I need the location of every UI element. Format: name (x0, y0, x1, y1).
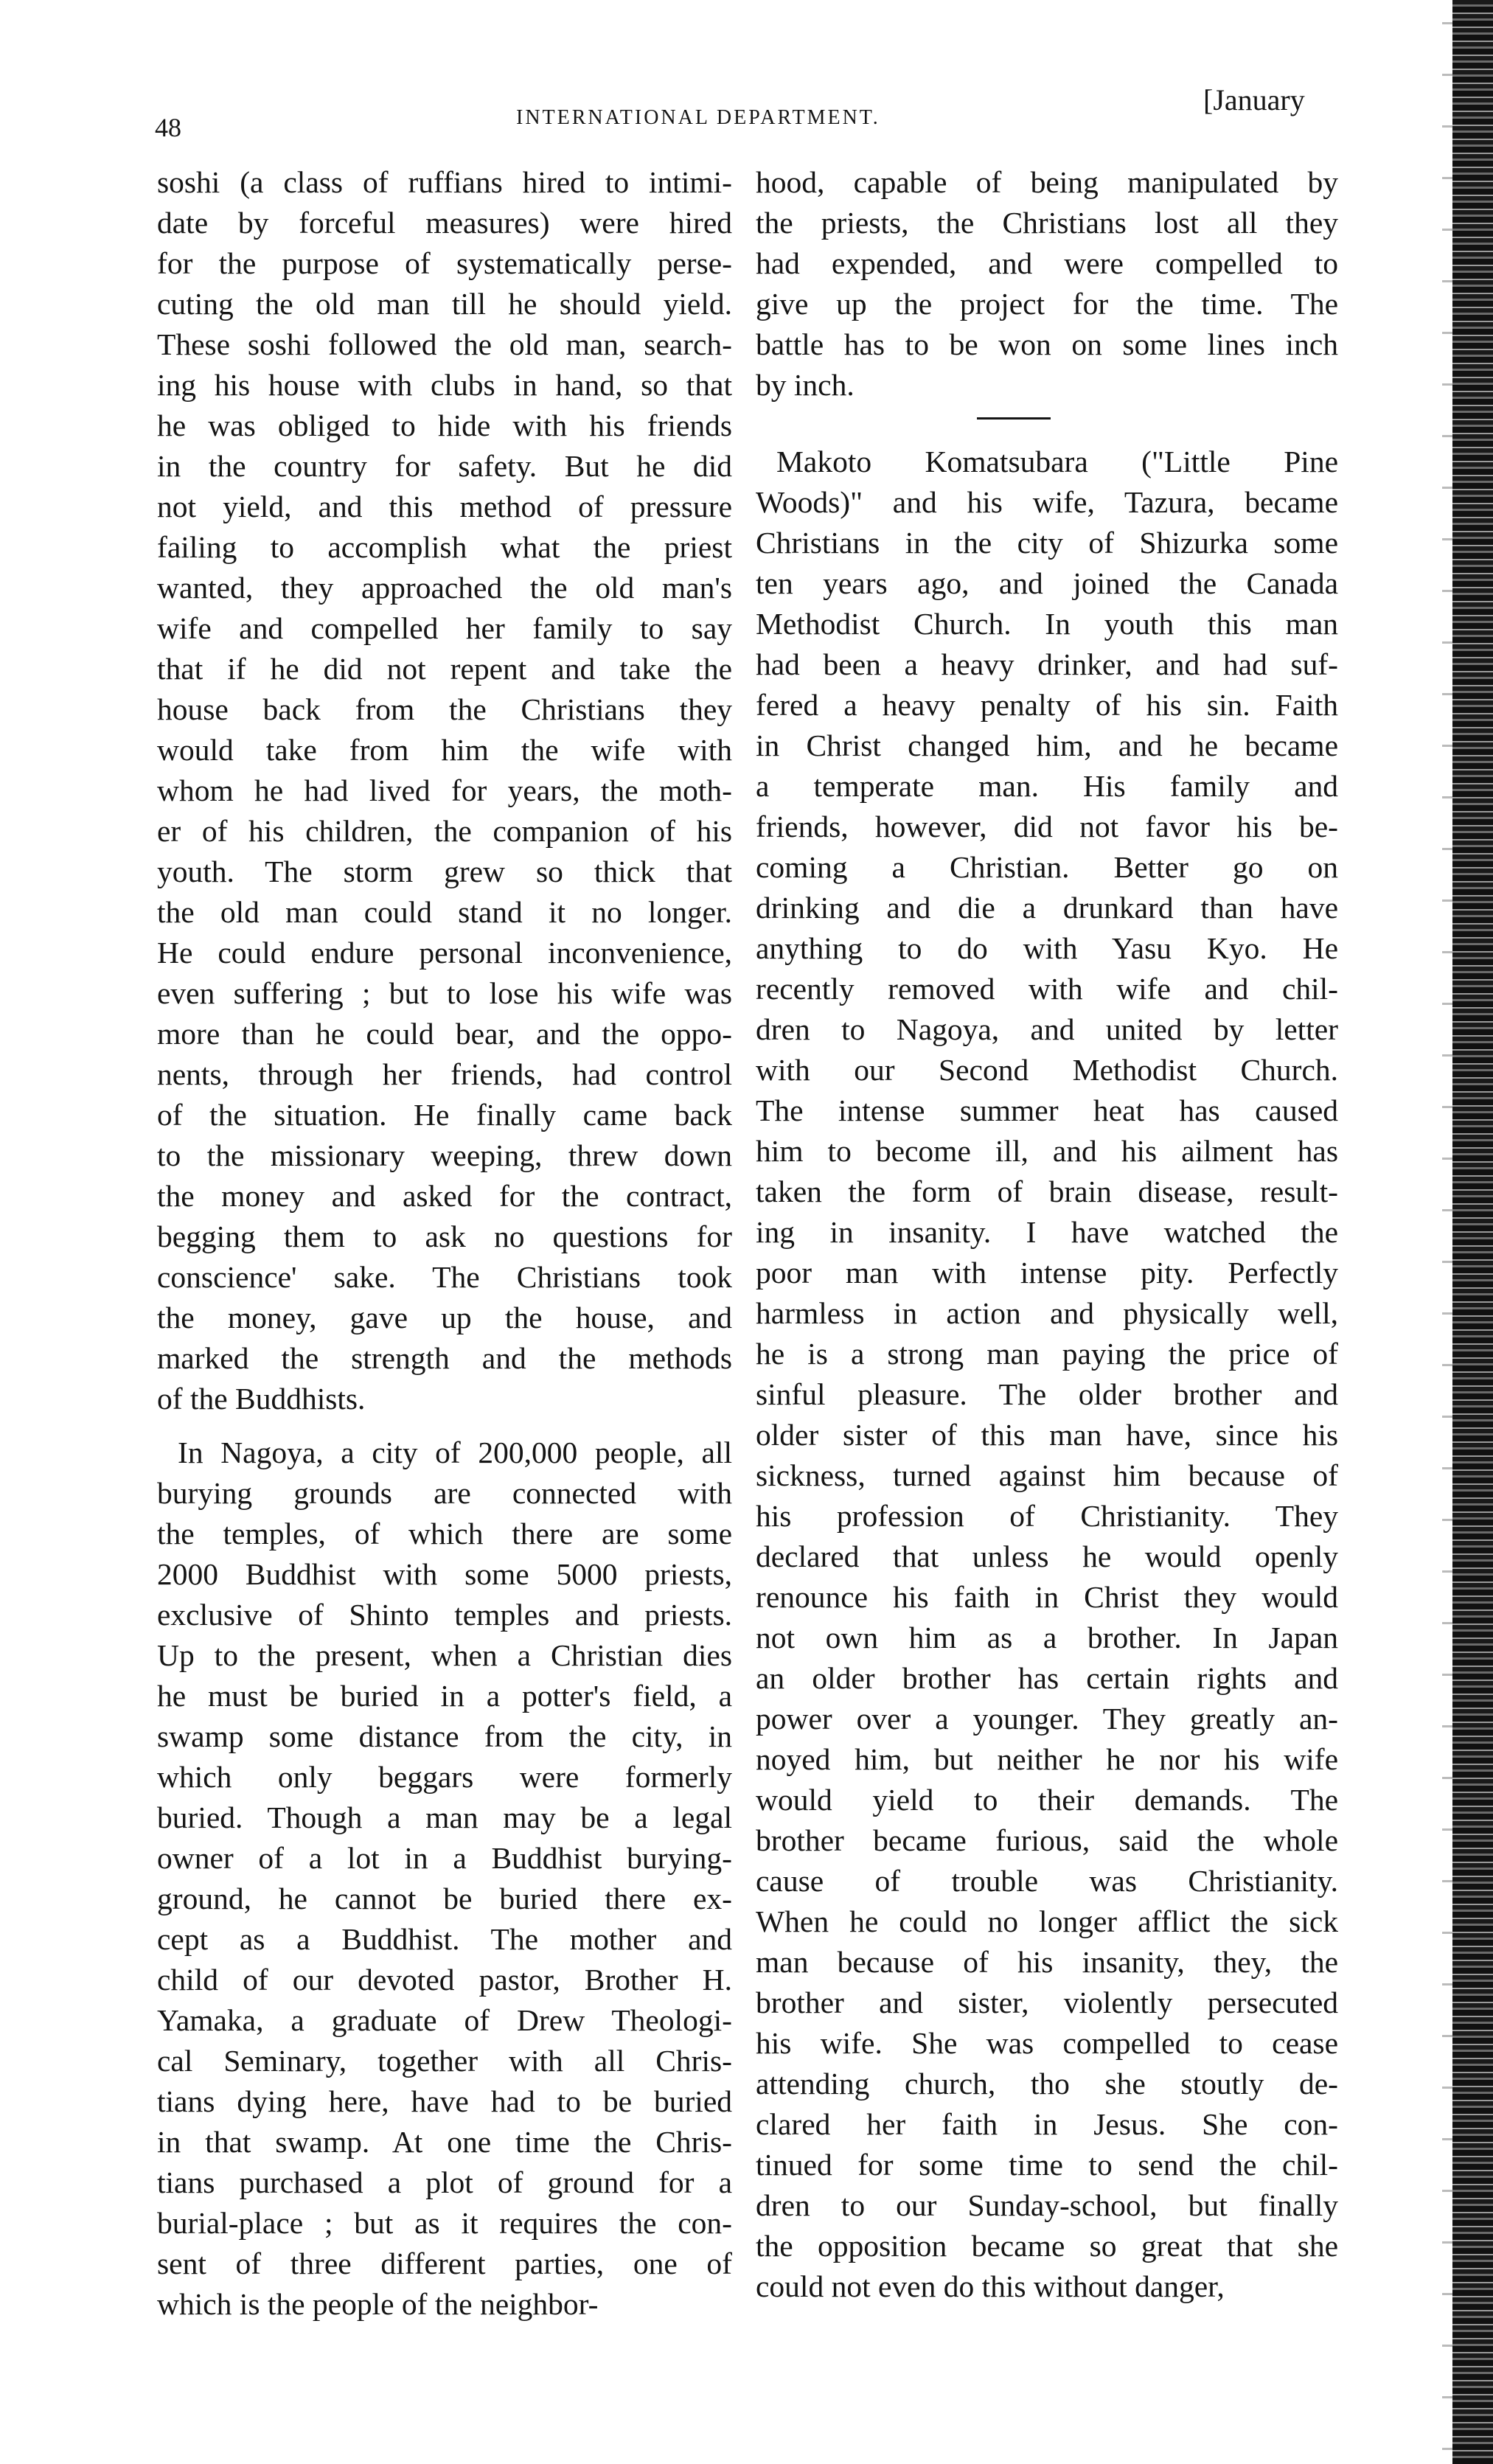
text-line: an older brother has certain rights and (756, 1661, 1338, 1695)
text-line: the old man could stand it no longer. (157, 895, 732, 929)
text-line: 2000 Buddhist with some 5000 priests, (157, 1557, 732, 1591)
text-line: burying grounds are connected with (157, 1476, 732, 1510)
text-line: marked the strength and the methods (157, 1341, 732, 1375)
text-line: he is a strong man paying the price of (756, 1337, 1338, 1371)
text-line: taken the form of brain disease, result- (756, 1174, 1338, 1208)
text-line: sickness, turned against him because of (756, 1458, 1338, 1492)
text-line: tians purchased a plot of ground for a (157, 2165, 732, 2199)
text-line: battle has to be won on some lines inch (756, 327, 1338, 361)
text-line: coming a Christian. Better go on (756, 850, 1338, 884)
text-line: tians dying here, have had to be buried (157, 2084, 732, 2118)
text-line: which only beggars were formerly (157, 1760, 732, 1794)
text-line: begging them to ask no questions for (157, 1219, 732, 1253)
right-column-continuation (756, 162, 1338, 406)
text-line: power over a younger. They greatly an- (756, 1702, 1338, 1736)
left-column (157, 162, 732, 2325)
text-line: er of his children, the companion of his (157, 814, 732, 848)
text-line: conscience' sake. The Christians took (157, 1260, 732, 1294)
text-line: older sister of this man have, since his (756, 1418, 1338, 1452)
text-line: he was obliged to hide with his friends (157, 408, 732, 442)
text-line: cuting the old man till he should yield. (157, 287, 732, 321)
text-line: by inch. (756, 368, 855, 402)
text-line: he must be buried in a potter's field, a (157, 1679, 732, 1713)
text-line: of the Buddhists. (157, 1382, 366, 1416)
text-line: had been a heavy drinker, and had suf- (756, 647, 1338, 681)
text-line: dren to Nagoya, and united by letter (756, 1012, 1338, 1046)
text-line: Christians in the city of Shizurka some (756, 526, 1338, 560)
text-line: brother and sister, violently persecuted (756, 1986, 1338, 2019)
text-line: the money and asked for the contract, (157, 1179, 732, 1213)
text-line: He could endure personal inconvenience, (157, 936, 732, 970)
text-line: swamp some distance from the city, in (157, 1719, 732, 1753)
right-column (756, 162, 1338, 2307)
running-header (0, 71, 1493, 142)
text-line: Woods)" and his wife, Tazura, became (756, 485, 1338, 519)
text-line: with our Second Methodist Church. (756, 1053, 1338, 1087)
text-line: child of our devoted pastor, Brother H. (157, 1963, 732, 1997)
text-line: ground, he cannot be buried there ex- (157, 1882, 732, 1915)
text-line: poor man with intense pity. Perfectly (756, 1256, 1338, 1290)
text-line: Yamaka, a graduate of Drew Theologi- (157, 2003, 732, 2037)
text-line: which is the people of the neighbor- (157, 2287, 599, 2321)
text-line: man because of his insanity, they, the (756, 1945, 1338, 1979)
text-line: anything to do with Yasu Kyo. He (756, 931, 1338, 965)
text-line: owner of a lot in a Buddhist burying- (157, 1841, 732, 1875)
text-line: These soshi followed the old man, search- (157, 327, 732, 361)
text-line: sinful pleasure. The older brother and (756, 1377, 1338, 1411)
text-line: whom he had lived for years, the moth- (157, 773, 732, 807)
text-line: tinued for some time to send the chil- (756, 2148, 1338, 2182)
text-line: friends, however, did not favor his be- (756, 810, 1338, 843)
text-line: house back from the Christians they (157, 692, 732, 726)
text-line: burial-place ; but as it requires the con- (157, 2206, 732, 2240)
text-line: a temperate man. His family and (756, 769, 1338, 803)
text-line: The intense summer heat has caused (756, 1093, 1338, 1127)
text-line: even suffering ; but to lose his wife was (157, 976, 732, 1010)
text-line: had expended, and were compelled to (756, 246, 1338, 280)
text-line: fered a heavy penalty of his sin. Faith (756, 688, 1338, 722)
text-line: for the purpose of systematically perse- (157, 246, 732, 280)
text-line: date by forceful measures) were hired (157, 206, 732, 240)
text-line: Up to the present, when a Christian dies (157, 1638, 732, 1672)
text-line: could not even do this without danger, (756, 2269, 1225, 2303)
text-line: exclusive of Shinto temples and priests. (157, 1598, 732, 1632)
text-line: Makoto Komatsubara ("Little Pine (776, 445, 1338, 478)
text-line: brother became furious, said the whole (756, 1823, 1338, 1857)
text-line: renounce his faith in Christ they would (756, 1580, 1338, 1614)
text-line: In Nagoya, a city of 200,000 people, all (178, 1435, 732, 1469)
text-line: When he could no longer afflict the sick (756, 1904, 1338, 1938)
text-line: ten years ago, and joined the Canada (756, 566, 1338, 600)
text-line: youth. The storm grew so thick that (157, 855, 732, 888)
text-line: in that swamp. At one time the Chris- (157, 2125, 732, 2159)
text-line: clared her faith in Jesus. She con- (756, 2107, 1338, 2141)
text-line: drinking and die a drunkard than have (756, 891, 1338, 925)
text-line: dren to our Sunday-school, but finally (756, 2188, 1338, 2222)
text-line: of the situation. He finally came back (157, 1098, 732, 1132)
paragraph-gap (157, 1419, 732, 1433)
text-line: ing his house with clubs in hand, so that (157, 368, 732, 402)
text-line: soshi (a class of ruffians hired to intimi- (157, 165, 732, 199)
text-line: hood, capable of being manipulated by (756, 165, 1338, 199)
text-line: recently removed with wife and chil- (756, 972, 1338, 1006)
text-line: cept as a Buddhist. The mother and (157, 1922, 732, 1956)
scan-edge (1452, 0, 1493, 2464)
text-line: wanted, they approached the old man's (157, 571, 732, 605)
text-line: sent of three different parties, one of (157, 2247, 732, 2280)
text-line: harmless in action and physically well, (756, 1296, 1338, 1330)
text-line: would yield to their demands. The (756, 1783, 1338, 1817)
scan-edge-shadow (1442, 0, 1452, 2464)
text-line: cal Seminary, together with all Chris- (157, 2044, 732, 2078)
text-line: his wife. She was compelled to cease (756, 2026, 1338, 2060)
section-divider (977, 417, 1051, 420)
text-line: Methodist Church. In youth this man (756, 607, 1338, 641)
text-line: ing in insanity. I have watched the (756, 1215, 1338, 1249)
text-line: attending church, tho she stoutly de- (756, 2067, 1338, 2101)
text-line: noyed him, but neither he nor his wife (756, 1742, 1338, 1776)
text-line: his profession of Christianity. They (756, 1499, 1338, 1533)
running-title: INTERNATIONAL DEPARTMENT. (516, 106, 880, 129)
text-line: in Christ changed him, and he became (756, 728, 1338, 762)
text-line: the priests, the Christians lost all they (756, 206, 1338, 240)
right-column-paragraph (756, 442, 1338, 2307)
issue-month: [January (1203, 83, 1305, 116)
page-number: 48 (155, 113, 181, 142)
text-line: give up the project for the time. The (756, 287, 1338, 321)
text-line: not yield, and this method of pressure (157, 490, 732, 523)
text-line: the opposition became so great that she (756, 2229, 1338, 2263)
text-line: buried. Though a man may be a legal (157, 1800, 732, 1834)
text-line: to the missionary weeping, threw down (157, 1138, 732, 1172)
text-line: him to become ill, and his ailment has (756, 1134, 1338, 1168)
text-line: nents, through her friends, had control (157, 1057, 732, 1091)
text-line: cause of trouble was Christianity. (756, 1864, 1338, 1898)
text-line: the money, gave up the house, and (157, 1301, 732, 1334)
text-line: wife and compelled her family to say (157, 611, 732, 645)
text-line: declared that unless he would openly (756, 1539, 1338, 1573)
text-line: the temples, of which there are some (157, 1517, 732, 1551)
text-line: not own him as a brother. In Japan (756, 1621, 1338, 1654)
text-line: failing to accomplish what the priest (157, 530, 732, 564)
text-line: that if he did not repent and take the (157, 652, 732, 686)
text-line: would take from him the wife with (157, 733, 732, 767)
text-line: in the country for safety. But he did (157, 449, 732, 483)
text-line: more than he could bear, and the oppo- (157, 1017, 732, 1051)
